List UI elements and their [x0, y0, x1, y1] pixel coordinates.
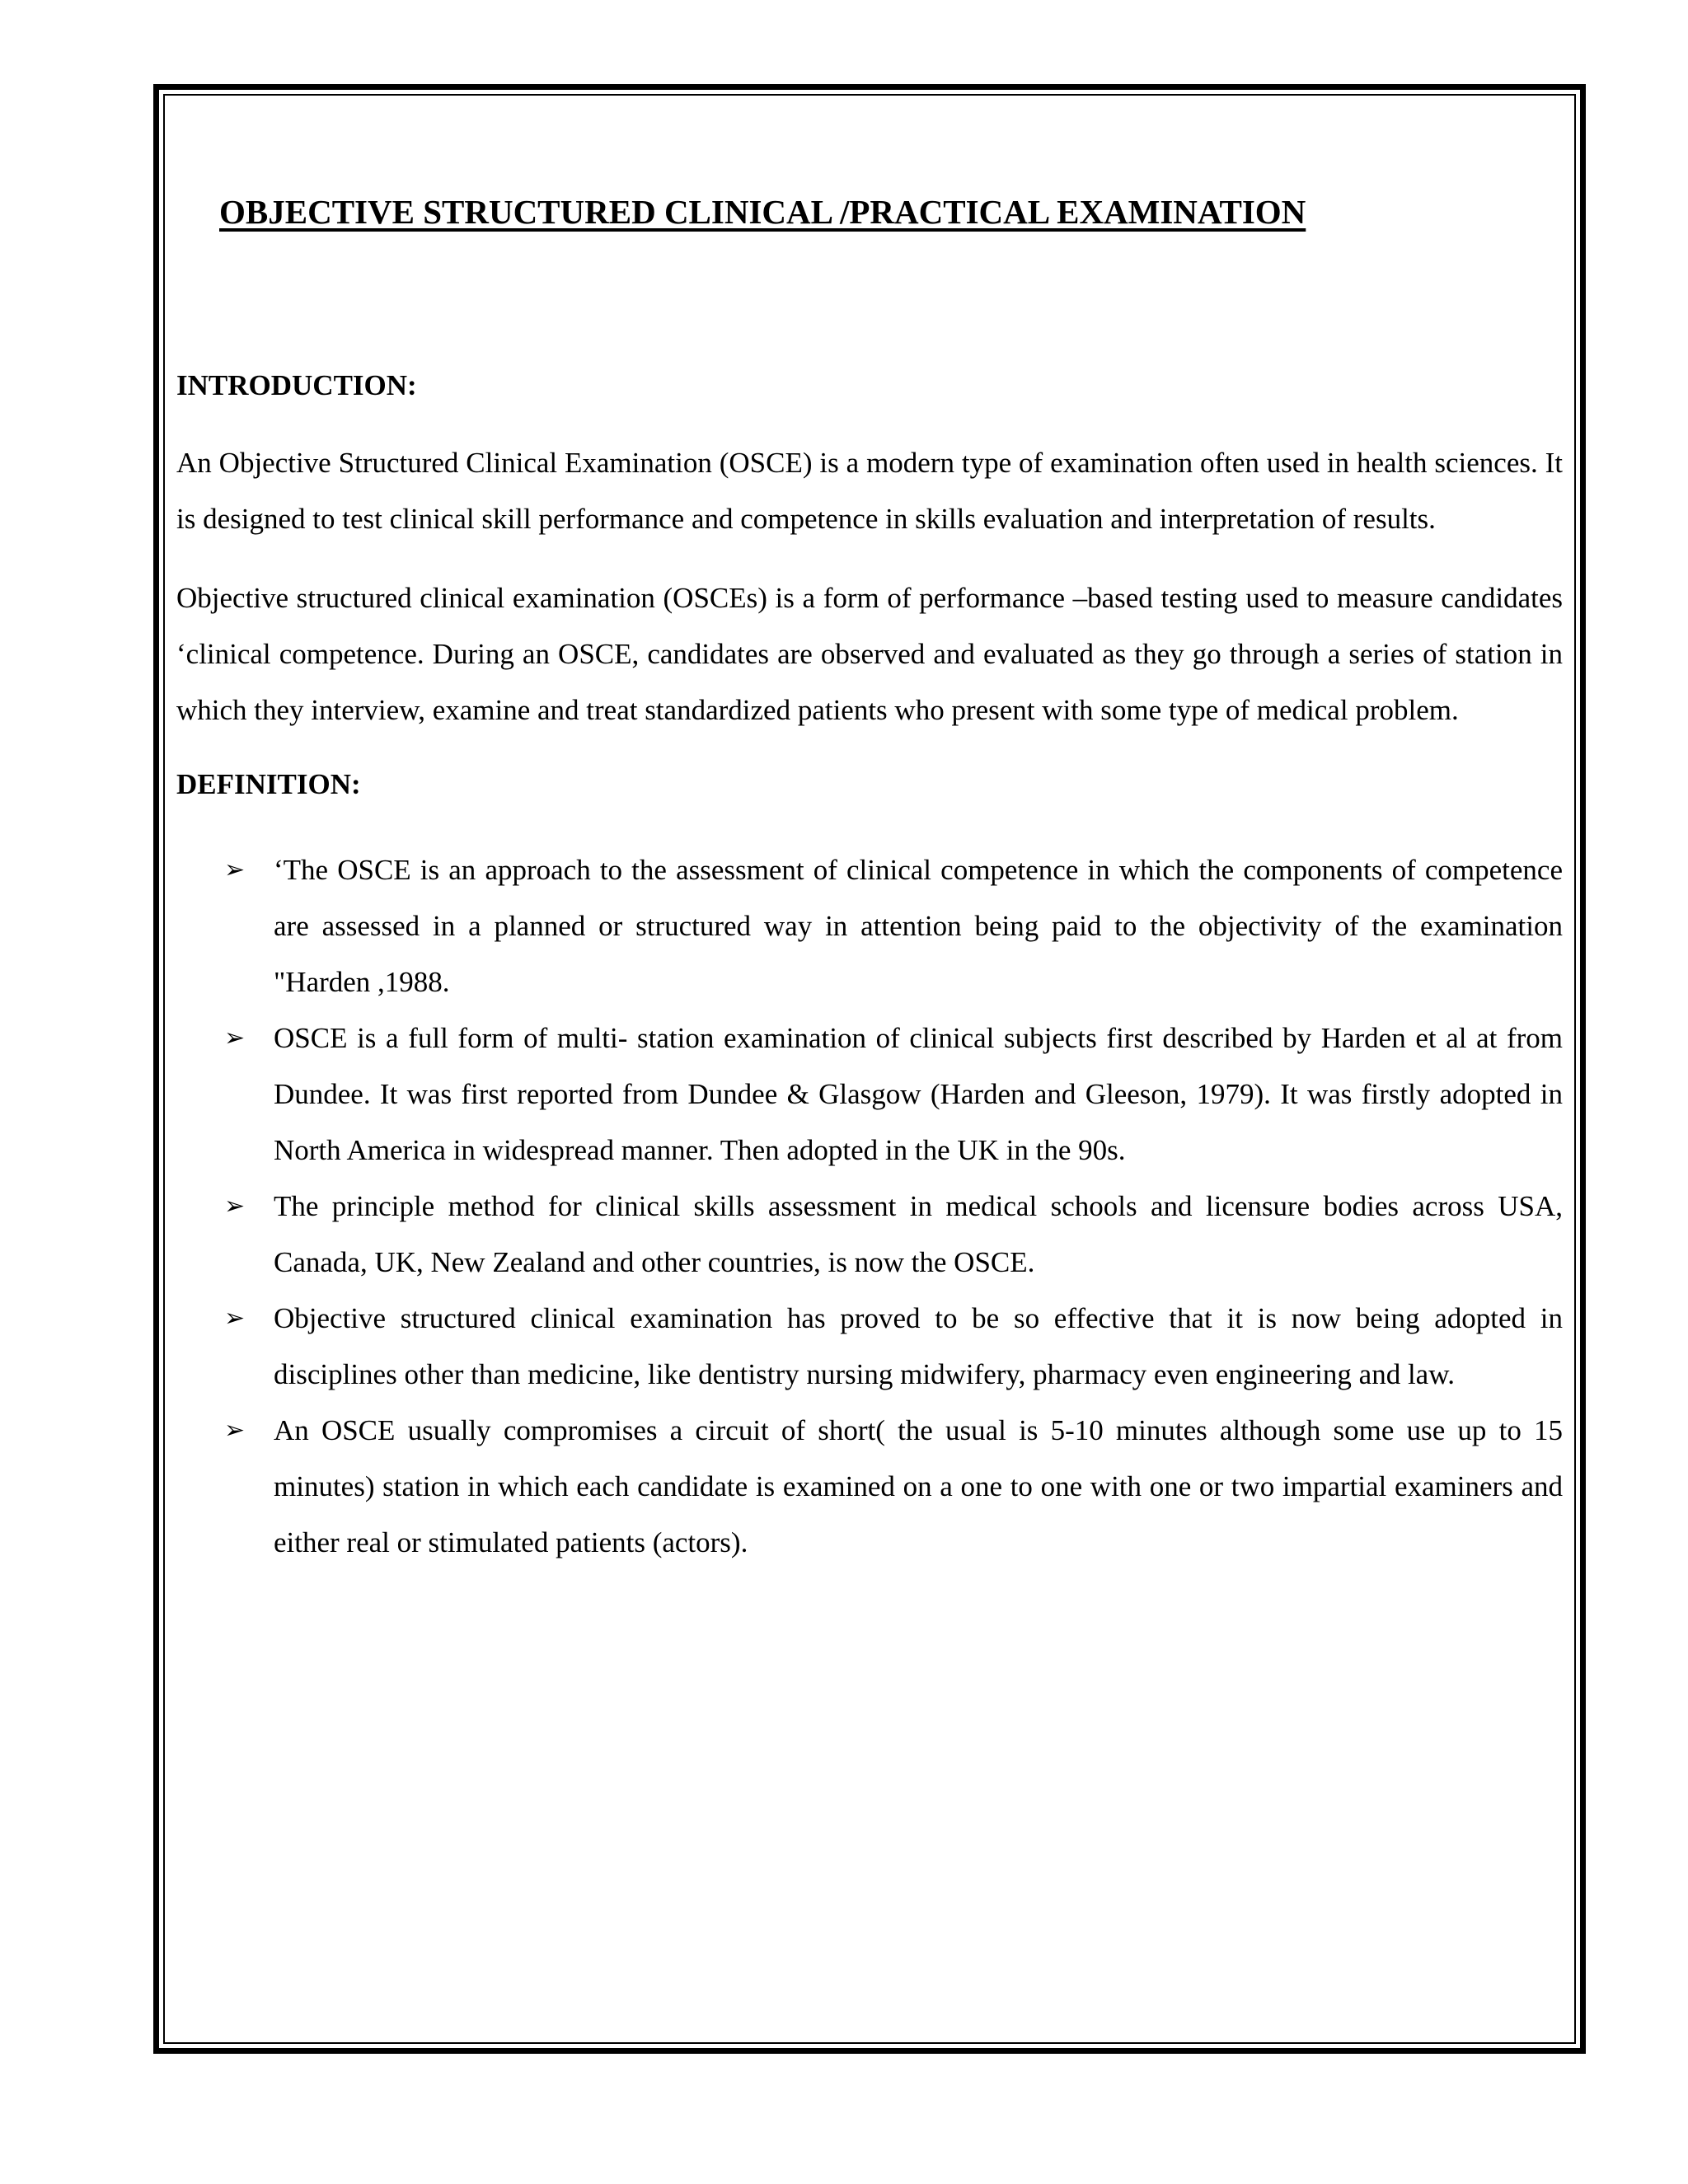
definition-bullet-3 [176, 1179, 1563, 1291]
definition-bullet-text: ‘The OSCE is an approach to the assessment of clinical competence in which the components of competence are assessed in a planned or structured way in attention being paid to the objectivity of the examination "Harden ,1988. [274, 854, 1563, 998]
definition-bullet-5 [176, 1403, 1563, 1571]
introduction-paragraph-1: An Objective Structured Clinical Examination (OSCE) is a modern type of examination often used in health sciences. It is designed to test clinical skill performance and competence in skills evaluation and interpretation of results. [176, 447, 1563, 535]
definition-bullet-text: An OSCE usually compromises a circuit of short( the usual is 5-10 minutes although some use up to 15 minutes) station in which each candidate is examined on a one to one with one or two impartial examiners and either real or stimulated patients (actors). [274, 1414, 1563, 1558]
definition-bullet-4 [176, 1291, 1563, 1403]
arrow-bullet-icon: ➢ [224, 1304, 246, 1333]
definition-heading: DEFINITION: [176, 768, 361, 800]
introduction-heading: INTRODUCTION: [176, 369, 417, 401]
arrow-bullet-icon: ➢ [224, 1024, 246, 1052]
arrow-bullet-icon: ➢ [224, 1416, 246, 1445]
definition-bullet-1 [176, 842, 1563, 1010]
document-title: OBJECTIVE STRUCTURED CLINICAL /PRACTICAL EXAMINATION [219, 193, 1306, 231]
definition-bullet-list [176, 842, 1563, 1571]
definition-bullet-2 [176, 1010, 1563, 1179]
arrow-bullet-icon: ➢ [224, 1192, 246, 1221]
definition-bullet-text: Objective structured clinical examination has proved to be so effective that it is now being adopted in disciplines other than medicine, like dentistry nursing midwifery, pharmacy even engineering and law. [274, 1302, 1563, 1390]
introduction-paragraph-2: Objective structured clinical examination (OSCEs) is a form of performance –based testing used to measure candidates ‘clinical competence. During an OSCE, candidates are observed and evaluated as they go through a series of station in which they interview, examine and treat standardized patients who present with some type of medical problem. [176, 582, 1563, 726]
document-body [176, 183, 1563, 1571]
definition-bullet-text: The principle method for clinical skills assessment in medical schools and licensure bodies across USA, Canada, UK, New Zealand and other countries, is now the OSCE. [274, 1190, 1563, 1278]
definition-bullet-text: OSCE is a full form of multi- station examination of clinical subjects first described by Harden et al at from Dundee. It was first reported from Dundee & Glasgow (Harden and Gleeson, 1979). It was firstly adopted in North America in widespread manner. Then adopted in the UK in the 90s. [274, 1022, 1563, 1166]
arrow-bullet-icon: ➢ [224, 855, 246, 884]
